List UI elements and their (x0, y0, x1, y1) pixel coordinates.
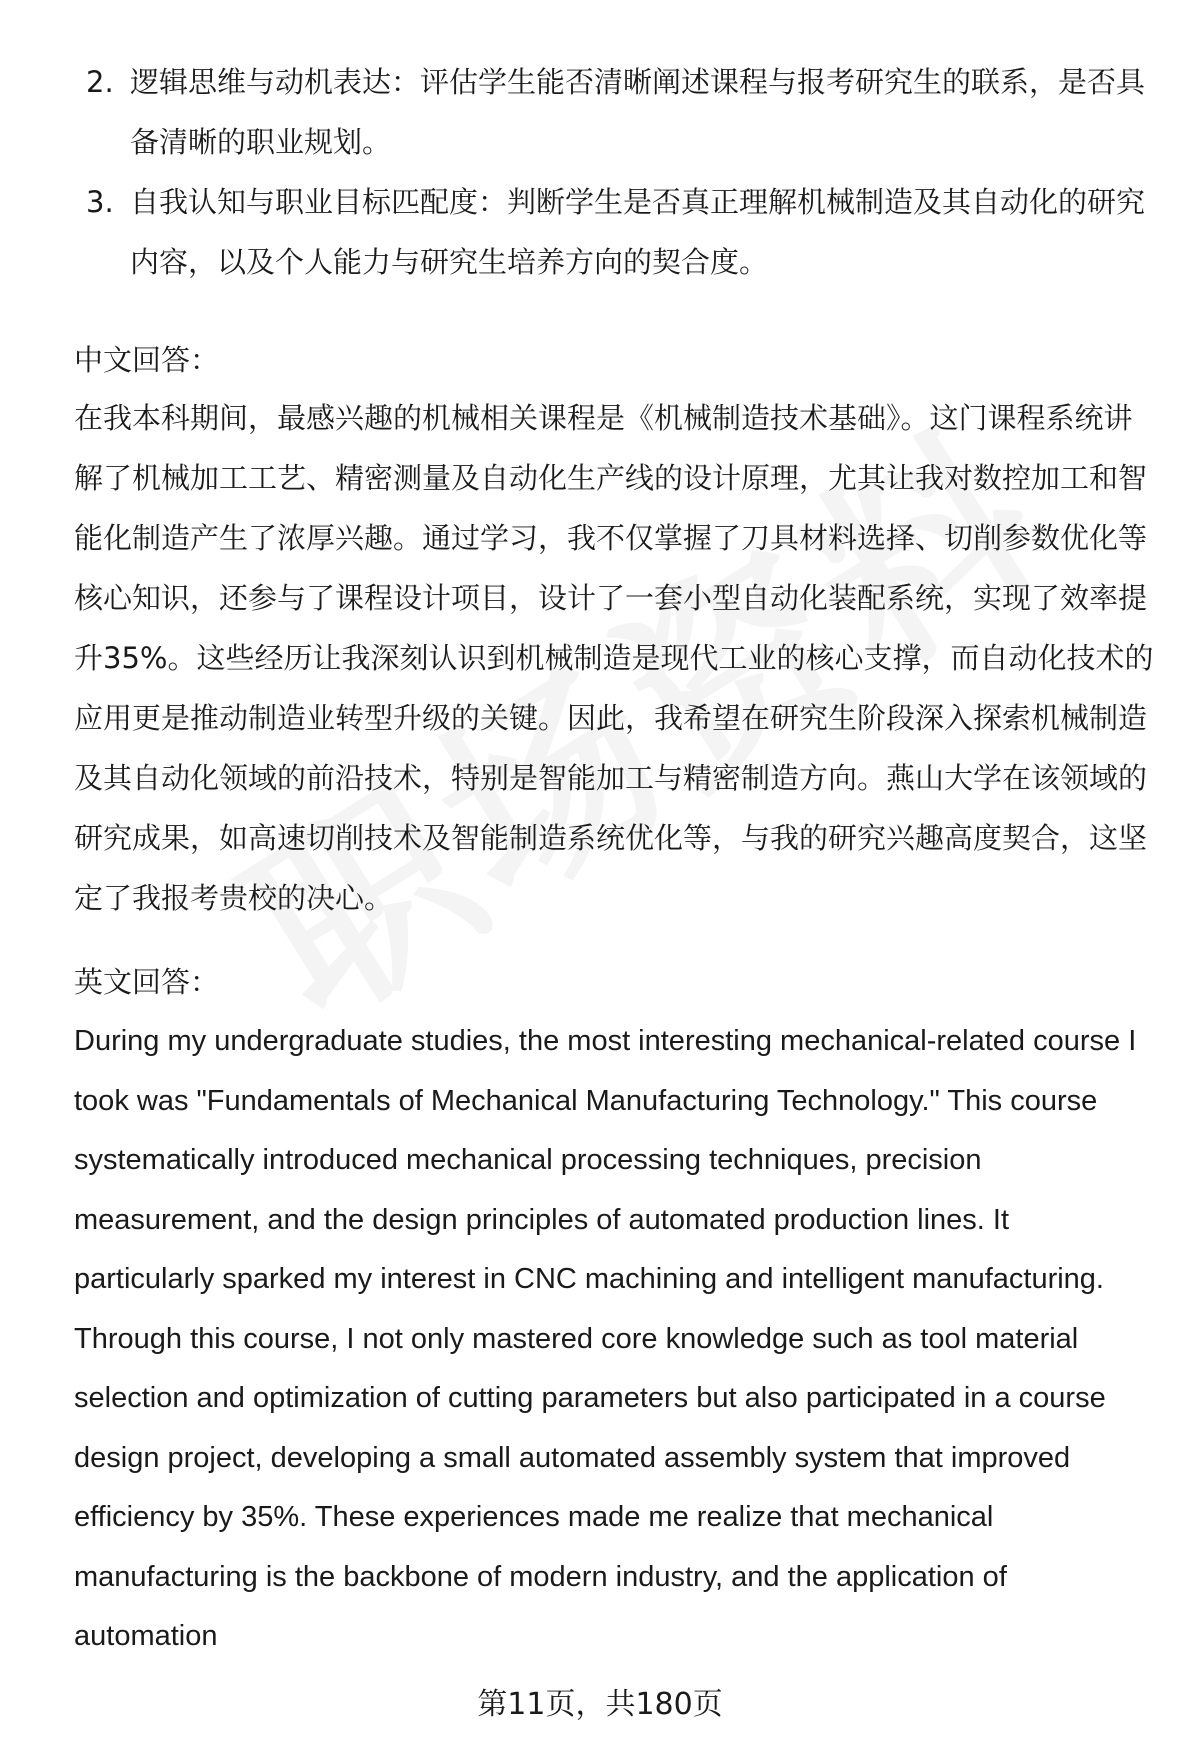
page-number: 第11页，共180页 (477, 1687, 723, 1722)
list-item-number: 3. (86, 185, 114, 219)
list-item-text: 逻辑思维与动机表达：评估学生能否清晰阐述课程与报考研究生的联系，是否具备清晰的职业规划。 (130, 65, 1146, 159)
list-item-number: 2. (86, 65, 114, 99)
criteria-list (74, 52, 1154, 292)
english-answer-label: 英文回答： (74, 965, 220, 999)
list-item-text: 自我认知与职业目标匹配度：判断学生是否真正理解机械制造及其自动化的研究内容，以及个人能力与研究生培养方向的契合度。 (130, 185, 1146, 279)
english-answer-text: During my undergraduate studies, the most interesting mechanical-related course I took was "Fundamentals of Mechanical Manufacturing Technology." This course systematically introduced mechanical processing techniques, precision measurement, and the design principles of automated production lines. It particularly sparked my interest in CNC machining and intelligent manufacturing. Through this course, I not only mastered core knowledge such as tool material selection and optimization of cutting parameters but also participated in a course design project, developing a small automated assembly system that improved efficiency by 35%. These experiences made me realize that mechanical manufacturing is the backbone of modern industry, and the application of automation (74, 1025, 1137, 1652)
chinese-answer-text: 在我本科期间，最感兴趣的机械相关课程是《机械制造技术基础》。这门课程系统讲解了机械加工工艺、精密测量及自动化生产线的设计原理，尤其让我对数控加工和智能化制造产生了浓厚兴趣。通过学习，我不仅掌握了刀具材料选择、切削参数优化等核心知识，还参与了课程设计项目，设计了一套小型自动化装配系统，实现了效率提升35%。这些经历让我深刻认识到机械制造是现代工业的核心支撑，而自动化技术的应用更是推动制造业转型升级的关键。因此，我希望在研究生阶段深入探索机械制造及其自动化领域的前沿技术，特别是智能加工与精密制造方向。燕山大学在该领域的研究成果，如高速切削技术及智能制造系统优化等，与我的研究兴趣高度契合，这坚定了我报考贵校的决心。 (74, 401, 1154, 915)
chinese-answer-label: 中文回答： (74, 343, 220, 377)
list-item (74, 52, 1154, 172)
list-item (74, 172, 1154, 292)
